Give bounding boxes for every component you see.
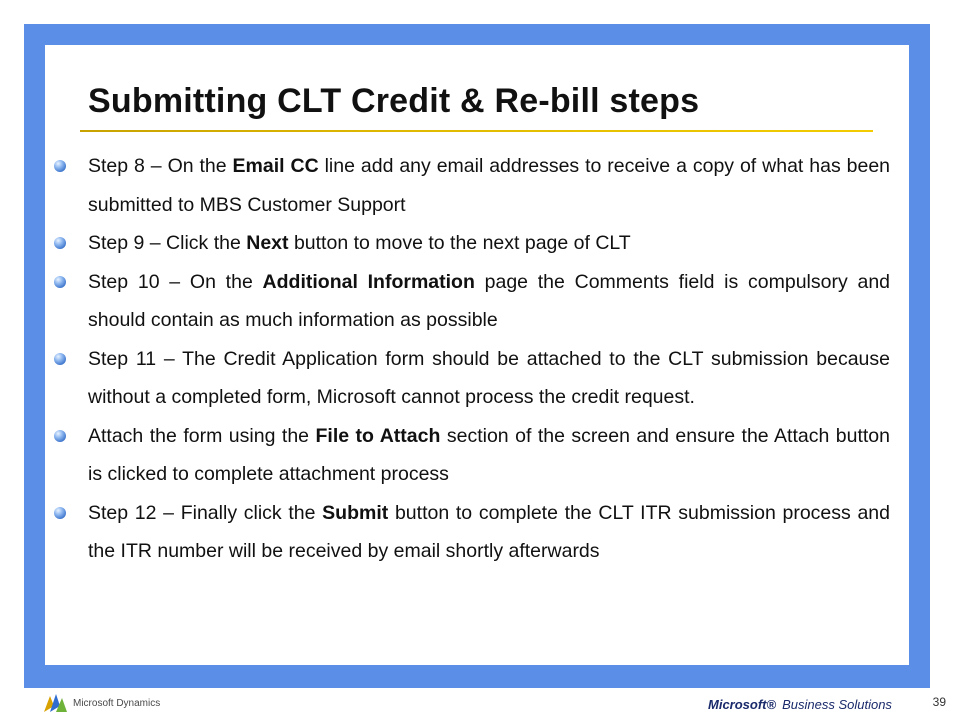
bullet-icon	[54, 160, 66, 172]
bullet-item	[54, 263, 890, 340]
microsoft-dynamics-logo	[42, 692, 160, 714]
bullet-icon	[54, 507, 66, 519]
bullet-text: Attach the form using the	[88, 424, 316, 447]
bullet-icon	[54, 353, 66, 365]
bullet-list	[54, 147, 890, 571]
bullet-text: Step 10 – On the	[88, 270, 263, 293]
bullet-text: Step 12 – Finally click the	[88, 501, 323, 524]
bullet-text: line add any email addresses to receive a copy of what has been submitted to MBS Customer Support	[88, 155, 891, 216]
bullet-item	[54, 340, 890, 417]
bullet-text: Step 8 – On the	[88, 155, 233, 177]
bullet-icon	[54, 430, 66, 442]
bullet-bold-text: Next	[246, 232, 289, 254]
bullet-text: button to move to the next page of CLT	[288, 232, 631, 254]
microsoft-business-solutions-logo	[708, 697, 892, 712]
bullet-icon	[54, 276, 66, 288]
bullet-text: Step 9 – Click the	[88, 232, 247, 254]
bullet-item	[54, 494, 890, 571]
bullet-item	[54, 224, 890, 263]
bullet-text: page the Comments field is compulsory and should contain as much information as possible	[88, 270, 891, 331]
slide-title: Submitting CLT Credit & Re-bill steps	[88, 82, 700, 120]
bullet-item	[54, 417, 890, 494]
bullet-bold-text: Additional Information	[262, 270, 475, 293]
bullet-item	[54, 147, 890, 224]
microsoft-dynamics-text: Microsoft Dynamics	[73, 697, 161, 709]
dynamics-logo-icon	[42, 692, 68, 714]
bullet-text: section of the screen and ensure the Attach button is clicked to complete attachment process	[88, 424, 890, 485]
title-underline	[80, 130, 873, 132]
bullet-bold-text: Email CC	[232, 155, 319, 177]
microsoft-brand-text: Microsoft®	[708, 697, 777, 712]
bullet-bold-text: Submit	[322, 501, 389, 524]
bullet-icon	[54, 237, 66, 249]
page-number: 39	[932, 695, 946, 709]
bullet-text: button to complete the CLT ITR submission process and the ITR number will be received by email shortly afterwards	[88, 501, 890, 562]
bullet-bold-text: File to Attach	[315, 424, 441, 447]
business-solutions-text: Business Solutions	[782, 697, 892, 712]
bullet-text: Step 11 – The Credit Application form should be attached to the CLT submission because without a completed form, Microsoft cannot process the credit request.	[88, 347, 890, 408]
